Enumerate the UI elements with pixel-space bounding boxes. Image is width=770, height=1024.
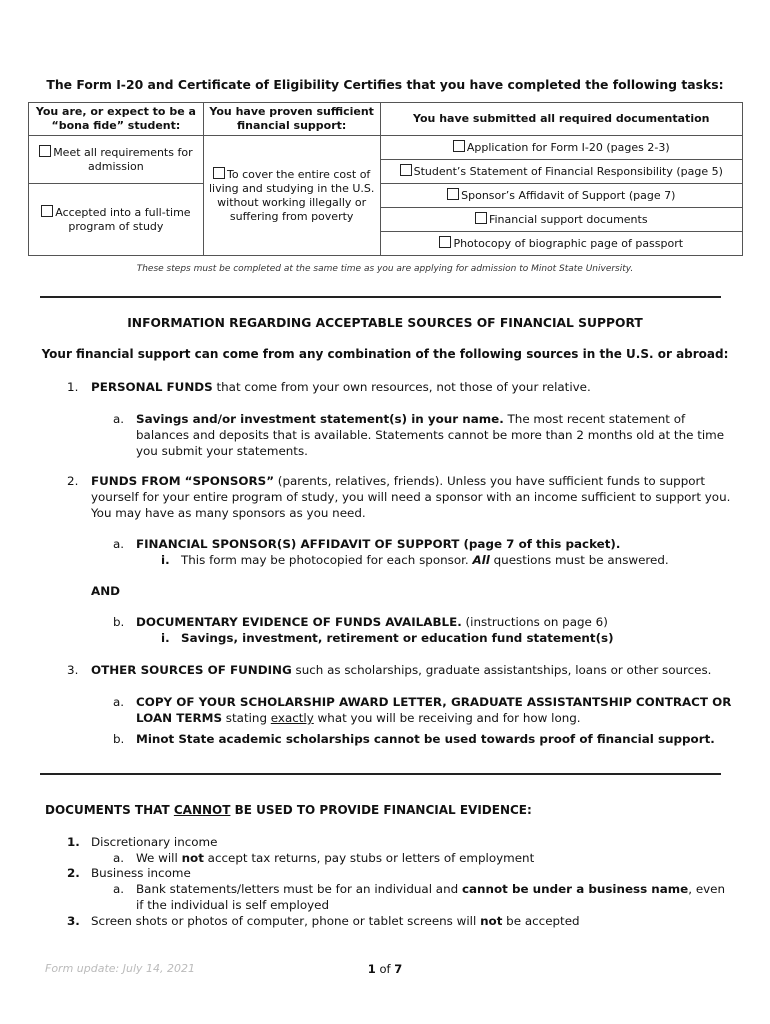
checkbox-financial-docs[interactable]	[475, 212, 487, 224]
header-bona-fide: You are, or expect to be a “bona fide” student:	[29, 103, 204, 136]
item1a-letter: a.	[113, 412, 125, 426]
checkbox-passport[interactable]	[439, 236, 451, 248]
cell-financial-docs	[380, 208, 742, 232]
item3-text: OTHER SOURCES OF FUNDING such as scholarships, graduate assistantships, loans or other sources.	[91, 663, 712, 677]
header-documentation: You have submitted all required documentation	[380, 103, 742, 136]
item2b-letter: b.	[113, 615, 125, 629]
cell-cost	[203, 136, 380, 256]
doc1a-text: We will not accept tax returns, pay stubs or letters of employment	[136, 851, 535, 865]
form-update-date: Form update: July 14, 2021	[45, 962, 196, 975]
item2b-i-text: Savings, investment, retirement or education fund statement(s)	[181, 631, 614, 645]
and-label: AND	[91, 584, 121, 598]
label-fulltime: Accepted into a full-time program of study	[55, 206, 191, 233]
tasks-table	[28, 102, 743, 256]
doc1a-letter: a.	[113, 851, 125, 865]
checkbox-application[interactable]	[453, 140, 465, 152]
doc3-text: Screen shots or photos of computer, phone or tablet screens will not be accepted	[91, 914, 580, 928]
item2a-text: FINANCIAL SPONSOR(S) AFFIDAVIT OF SUPPORT (page 7 of this packet).	[136, 537, 621, 551]
checkbox-cost[interactable]	[213, 167, 225, 179]
item2a-i-numeral: i.	[161, 553, 170, 567]
info-intro: Your financial support can come from any combination of the following sources in the U.S. or abroad:	[41, 347, 729, 361]
page-indicator: 1 of 7	[367, 962, 403, 976]
item1a-text: Savings and/or investment statement(s) in your name. The most recent statement of balances and deposits that is available. Statements cannot be more than 2 months old at the time you submit your statements.	[136, 412, 725, 458]
cell-application	[380, 136, 742, 160]
info-heading: INFORMATION REGARDING ACCEPTABLE SOURCES OF FINANCIAL SUPPORT	[127, 316, 643, 330]
label-passport: Photocopy of biographic page of passport	[453, 237, 684, 250]
doc1-text: Discretionary income	[91, 835, 218, 849]
label-affidavit: Sponsor’s Affidavit of Support (page 7)	[461, 189, 676, 202]
docs-heading: DOCUMENTS THAT CANNOT BE USED TO PROVIDE FINANCIAL EVIDENCE:	[45, 803, 532, 817]
cell-passport	[380, 232, 742, 256]
item3a-letter: a.	[113, 695, 125, 709]
item2b-i-numeral: i.	[161, 631, 170, 645]
item1-number: 1.	[67, 380, 79, 394]
label-application: Application for Form I-20 (pages 2-3)	[466, 141, 670, 154]
checkbox-admission[interactable]	[39, 145, 51, 157]
item3b-text: Minot State academic scholarships cannot be used towards proof of financial support.	[136, 732, 715, 746]
item1-text: PERSONAL FUNDS that come from your own resources, not those of your relative.	[91, 380, 591, 394]
doc1-number: 1.	[67, 835, 80, 849]
doc2-text: Business income	[91, 866, 191, 880]
label-cost: To cover the entire cost of living and studying in the U.S. without working illegally or suffering from poverty	[208, 168, 375, 223]
cell-affidavit	[380, 184, 742, 208]
doc2a-letter: a.	[113, 882, 125, 896]
checkbox-affidavit[interactable]	[447, 188, 459, 200]
item2a-i-text: This form may be photocopied for each sponsor. All questions must be answered.	[181, 553, 669, 567]
divider-bottom	[40, 773, 721, 775]
item3-number: 3.	[67, 663, 79, 677]
form-title: The Form I-20 and Certificate of Eligibility Certifies that you have completed the following tasks:	[46, 77, 724, 92]
label-admission: Meet all requirements for admission	[53, 146, 193, 173]
label-statement: Student’s Statement of Financial Responsibility (page 5)	[413, 165, 723, 178]
label-financial-docs: Financial support documents	[488, 213, 648, 226]
steps-note: These steps must be completed at the same time as you are applying for admission to Minot State University.	[136, 264, 634, 274]
item2a-letter: a.	[113, 537, 125, 551]
item2-number: 2.	[67, 474, 79, 488]
divider-top	[40, 296, 721, 298]
header-financial-support: You have proven sufficient financial support:	[203, 103, 380, 136]
item2-text: FUNDS FROM “SPONSORS” (parents, relatives, friends). Unless you have sufficient funds to support yourself for your entire program of study, you will need a sponsor with an income sufficient to support you. You may have as many sponsors as you need.	[91, 474, 731, 520]
item3a-text: COPY OF YOUR SCHOLARSHIP AWARD LETTER, GRADUATE ASSISTANTSHIP CONTRACT OR LOAN TERMS stating exactly what you will be receiving and for how long.	[136, 695, 732, 725]
doc3-number: 3.	[67, 914, 80, 928]
item3b-letter: b.	[113, 732, 125, 746]
item2b-text: DOCUMENTARY EVIDENCE OF FUNDS AVAILABLE. (instructions on page 6)	[136, 615, 608, 629]
doc2-number: 2.	[67, 866, 80, 880]
checkbox-statement[interactable]	[400, 164, 412, 176]
cell-admission	[29, 136, 204, 184]
cell-fulltime	[29, 184, 204, 256]
doc2a-text: Bank statements/letters must be for an individual and cannot be under a business name, even if the individual is self employed	[136, 882, 726, 912]
cell-statement	[380, 160, 742, 184]
checkbox-fulltime[interactable]	[41, 205, 53, 217]
